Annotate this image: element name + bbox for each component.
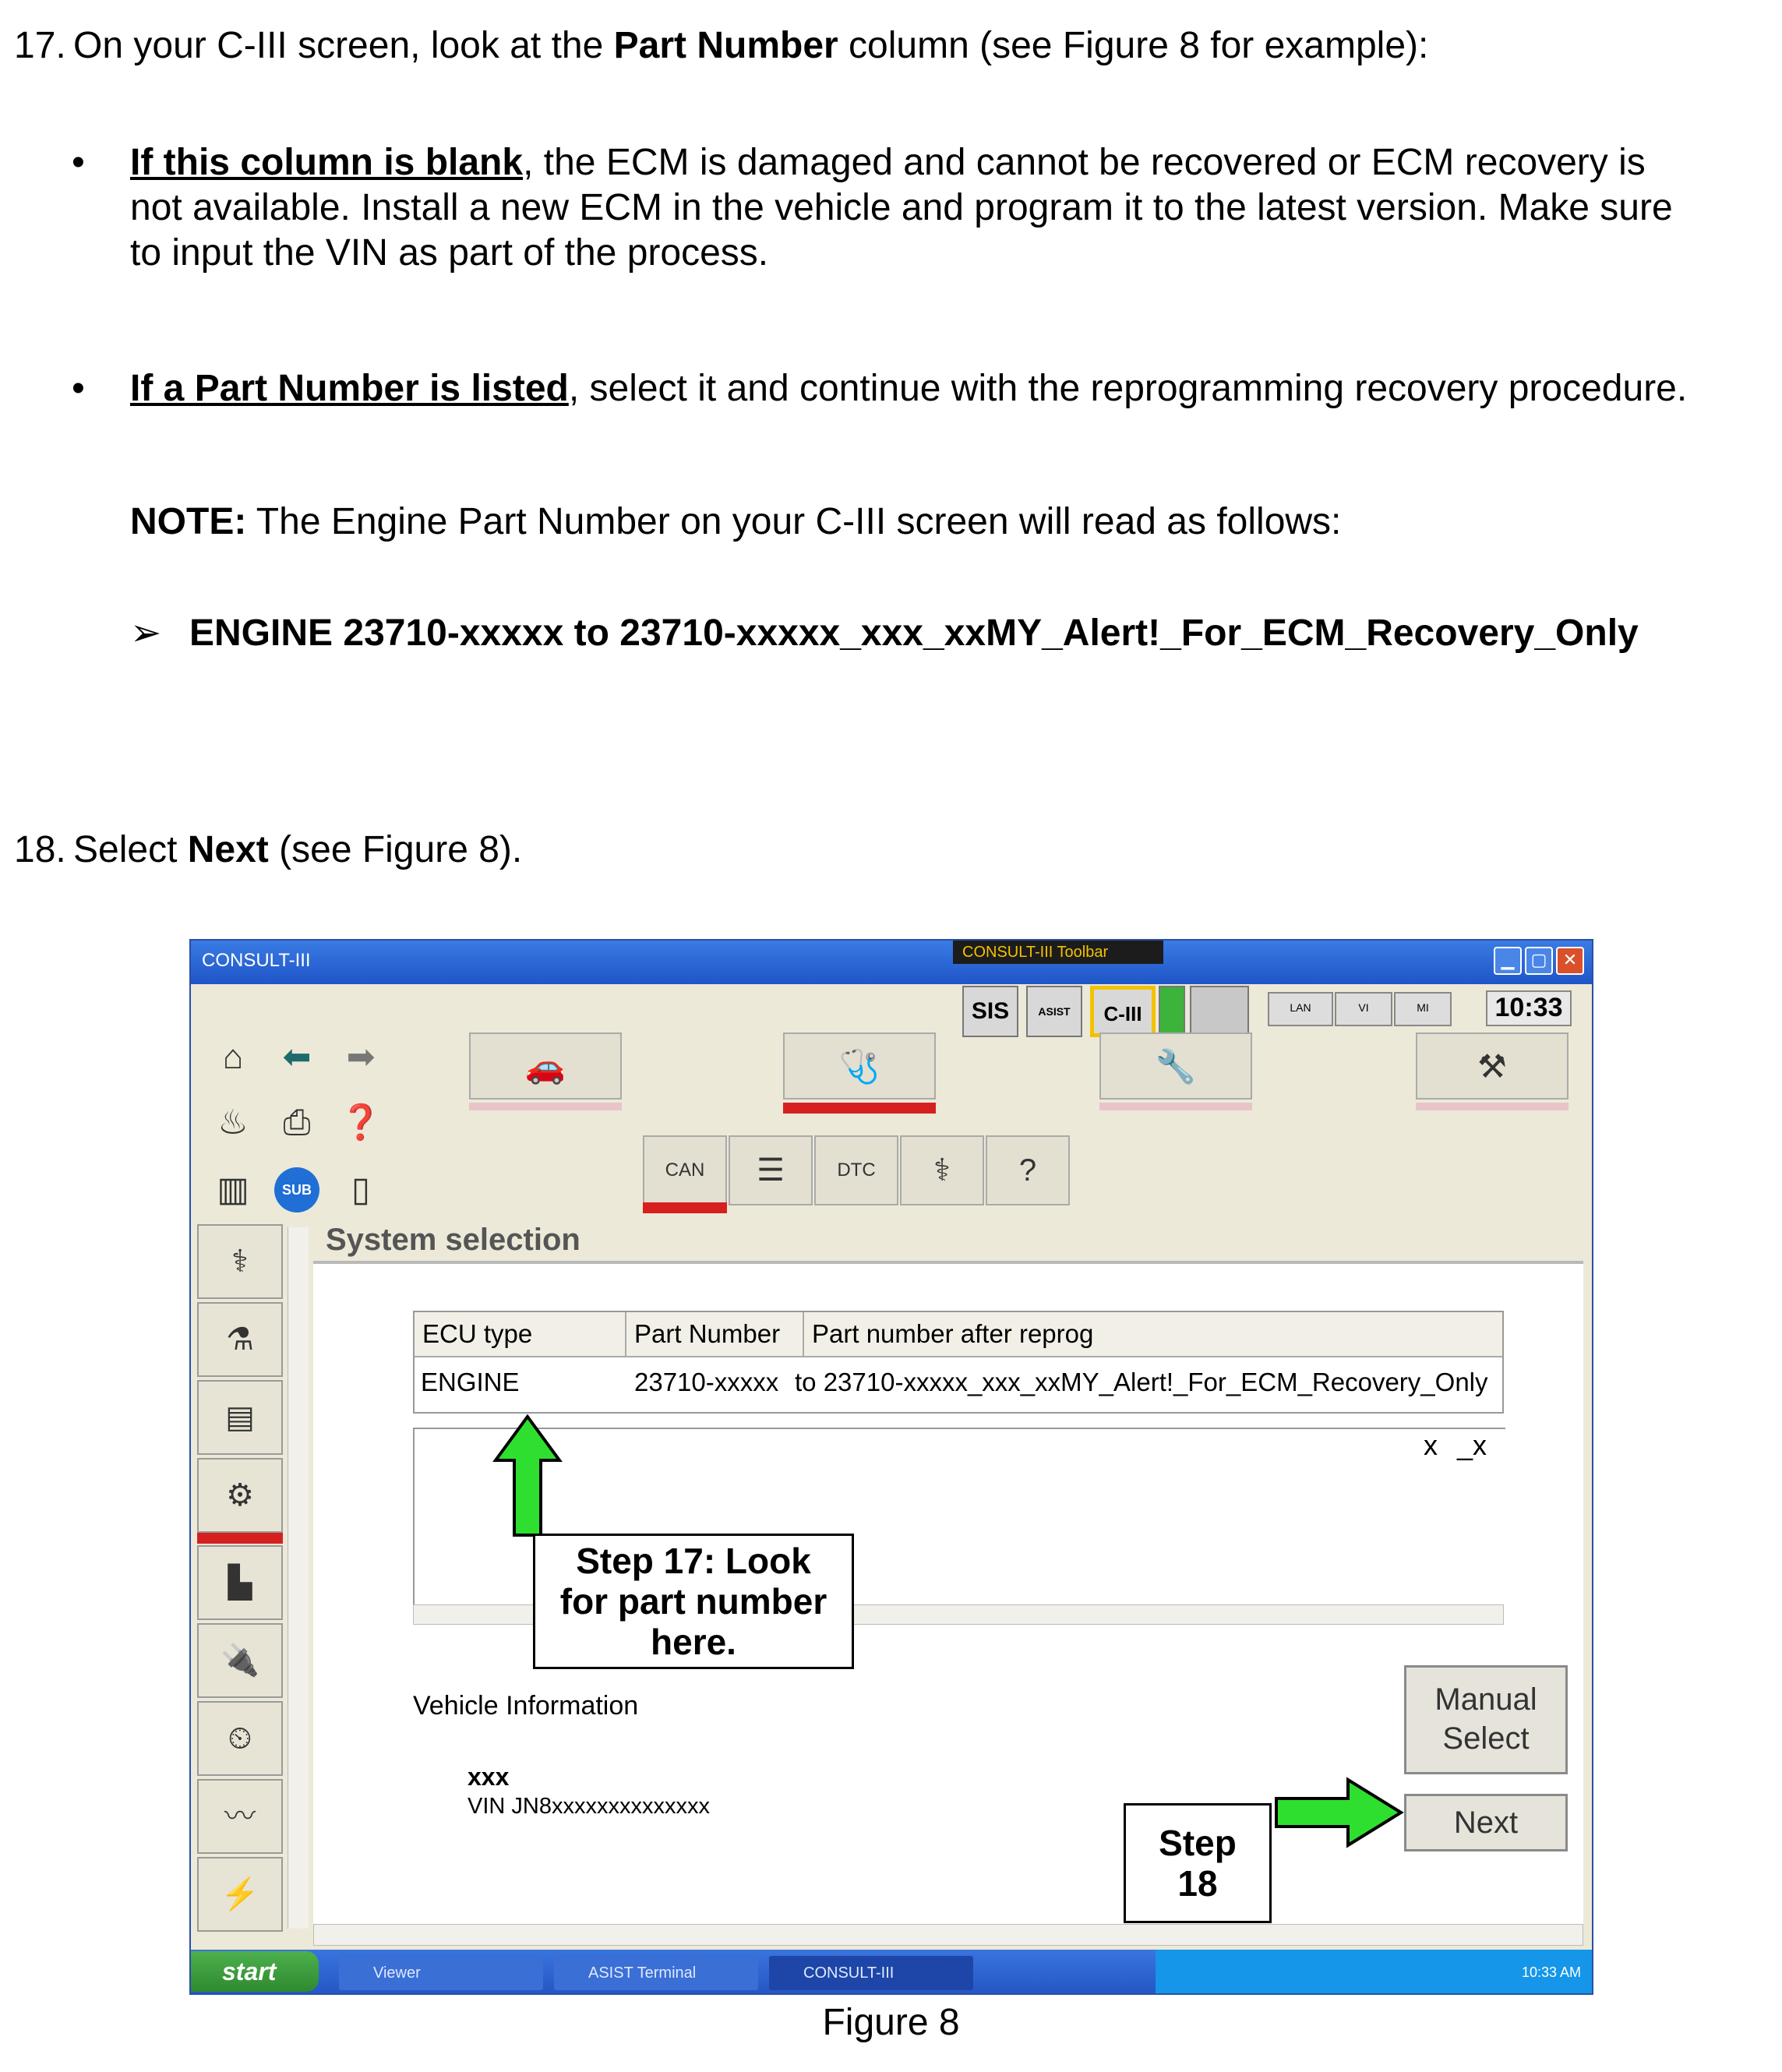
close-button[interactable]: ✕	[1556, 947, 1584, 975]
bullet-lead: If a Part Number is listed	[130, 368, 569, 409]
step-number: 18.	[14, 829, 66, 870]
battery-icon	[1159, 986, 1185, 1037]
vehicle-info-label: Vehicle Information	[413, 1691, 639, 1721]
forward-arrow-icon[interactable]: ➡	[346, 1038, 376, 1076]
callout17-line3: here.	[651, 1622, 736, 1662]
home-icon[interactable]: ⌂	[222, 1038, 244, 1076]
dtc-icon[interactable]: DTC	[814, 1135, 898, 1205]
clock: 10:33	[1486, 990, 1572, 1026]
step-text-pre: Select	[73, 829, 188, 870]
side-scrollbar[interactable]	[288, 1227, 309, 1929]
manual-select-line1: Manual	[1434, 1682, 1537, 1717]
sub-icon-label: SUB	[274, 1167, 319, 1212]
maximize-button[interactable]: ▢	[1525, 947, 1553, 975]
bullet-body	[130, 366, 1766, 411]
bullet-line2: not available. Install a new ECM in the vehicle and program it to the latest version. Make sure	[130, 187, 1673, 228]
callout17-line2: for part number	[559, 1581, 827, 1622]
device-icon[interactable]: ▯	[351, 1170, 371, 1209]
step-text-post: (see Figure 8).	[268, 829, 523, 870]
window-titlebar	[191, 941, 1592, 984]
step17-callout	[533, 1534, 854, 1669]
task-asist[interactable]: ASIST Terminal	[554, 1956, 758, 1990]
active-tab-indicator	[783, 1103, 936, 1114]
side-indicator	[197, 1533, 283, 1544]
car-lift-icon[interactable]: 🚗	[469, 1032, 622, 1100]
cable-icon[interactable]: 🔌	[197, 1623, 283, 1698]
step-text-post: column (see Figure 8 for example):	[838, 25, 1429, 66]
stethoscope-icon[interactable]: ⚕	[197, 1224, 283, 1299]
panel-title: System selection	[313, 1217, 1583, 1264]
tab-indicator	[469, 1103, 622, 1110]
right-arrow-icon	[1273, 1775, 1406, 1850]
tools-icon[interactable]: ⚒	[1416, 1032, 1569, 1100]
probe-icon[interactable]: ⚡	[197, 1857, 283, 1932]
heater-icon[interactable]: ♨	[217, 1103, 249, 1142]
monitor-icon[interactable]: ▤	[197, 1380, 283, 1455]
screen-icon[interactable]: ▥	[217, 1170, 249, 1209]
list-icon[interactable]: ☰	[729, 1135, 813, 1205]
note-label: NOTE:	[130, 501, 247, 542]
task-consult[interactable]: CONSULT-III	[769, 1956, 973, 1990]
step-text-bold: Next	[187, 829, 269, 870]
engine-icon[interactable]: ▙	[197, 1545, 283, 1620]
bullet-line3: to input the VIN as part of the process.	[130, 232, 769, 274]
vehicle-name: xxx	[468, 1763, 510, 1791]
arrow-bullet-icon: ➢	[130, 612, 162, 654]
help-icon[interactable]: ❓	[339, 1103, 383, 1142]
wrench-icon[interactable]: 🔧	[1099, 1032, 1252, 1100]
tab-indicator	[1416, 1103, 1569, 1110]
minimize-button[interactable]: ▁	[1494, 947, 1522, 975]
callout18-line1: Step	[1159, 1823, 1237, 1863]
question-icon[interactable]: ?	[986, 1135, 1070, 1205]
up-arrow-icon	[492, 1414, 563, 1538]
meter-icon[interactable]: ⏲	[197, 1701, 283, 1776]
engine-part-text: ENGINE 23710-xxxxx to 23710-xxxxx_xxx_xxMY_Alert!_For_ECM_Recovery_Only	[189, 612, 1639, 654]
c3-button[interactable]: C-III	[1090, 986, 1156, 1037]
bullet-lead: If this column is blank	[130, 142, 524, 183]
bullet-line1: , the ECM is damaged and cannot be recovered or ECM recovery is	[523, 142, 1646, 183]
task-viewer[interactable]: Viewer	[339, 1956, 543, 1990]
step-number: 17.	[14, 25, 66, 66]
col-after-reprog: Part number after reprog	[812, 1319, 1094, 1348]
stray-mark-2: _x	[1457, 1429, 1487, 1461]
callout17-line1: Step 17: Look	[576, 1541, 811, 1581]
col-ecu-type: ECU type	[415, 1312, 626, 1356]
cell-ecu[interactable]: ENGINE	[421, 1368, 520, 1396]
step-17	[14, 23, 1428, 69]
window-controls	[1494, 947, 1584, 975]
figure-caption: Figure 8	[822, 2002, 960, 2043]
vin-text: VIN JN8xxxxxxxxxxxxxx	[468, 1794, 710, 1819]
bullet-body	[130, 140, 1766, 276]
step18-callout	[1124, 1803, 1272, 1923]
step-18	[14, 828, 522, 873]
can-icon[interactable]: CAN	[643, 1135, 727, 1205]
printer-icon[interactable]: ⎙	[283, 1103, 311, 1142]
bullet-dot: •	[72, 142, 85, 183]
system-selection-panel	[313, 1217, 1583, 1942]
connector-icon[interactable]: ⚙	[197, 1458, 283, 1533]
taskbar	[191, 1950, 1592, 1995]
next-button[interactable]: Next	[1404, 1794, 1568, 1851]
waveform-icon[interactable]: 〰	[197, 1779, 283, 1854]
ecu-table	[413, 1311, 1504, 1414]
system-tray	[1156, 1950, 1592, 1995]
bullet-rest: , select it and continue with the reprogramming recovery procedure.	[568, 368, 1688, 409]
callout18-line2: 18	[1177, 1863, 1218, 1904]
back-arrow-icon[interactable]: ⬅	[282, 1038, 312, 1076]
step-text-bold: Part Number	[613, 25, 838, 66]
sis-button[interactable]: SIS	[962, 986, 1018, 1037]
active-subtab-indicator	[643, 1202, 727, 1213]
tab-indicator	[1099, 1103, 1252, 1110]
tray-time: 10:33 AM	[1521, 1964, 1581, 1980]
stray-mark-1: x	[1424, 1429, 1438, 1461]
cell-after[interactable]: to 23710-xxxxx_xxx_xxMY_Alert!_For_ECM_Recovery_Only	[795, 1368, 1488, 1396]
sub-icon[interactable]	[267, 1160, 326, 1220]
manual-select-button[interactable]	[1404, 1665, 1568, 1774]
engine-part-line	[130, 611, 1639, 656]
note-text: The Engine Part Number on your C-III screen will read as follows:	[246, 501, 1342, 542]
note	[130, 499, 1341, 545]
toolbar-title: CONSULT-III Toolbar	[953, 941, 1163, 964]
diagnosis-icon[interactable]: 🩺	[783, 1032, 936, 1100]
test-icon[interactable]: ⚗	[197, 1302, 283, 1377]
bullet-dot: •	[72, 368, 85, 409]
blank-indicator	[1190, 986, 1249, 1037]
work-support-icon[interactable]: ⚕	[900, 1135, 984, 1205]
mi-indicator: MI	[1394, 992, 1452, 1026]
manual-select-line2: Select	[1442, 1721, 1530, 1756]
vi-indicator: VI	[1335, 992, 1392, 1026]
start-button[interactable]: start	[191, 1951, 319, 1992]
lan-indicator: LAN	[1268, 992, 1333, 1026]
window-title: CONSULT-III	[202, 950, 311, 971]
bottom-scrollbar[interactable]	[313, 1924, 1583, 1946]
step-text-pre: On your C-III screen, look at the	[73, 25, 614, 66]
col-part-number: Part Number	[626, 1312, 804, 1356]
cell-part[interactable]: 23710-xxxxx	[634, 1368, 779, 1396]
table-header	[415, 1312, 1502, 1357]
consult-screenshot	[189, 939, 1593, 1995]
asist-button[interactable]: ASIST	[1026, 986, 1082, 1037]
